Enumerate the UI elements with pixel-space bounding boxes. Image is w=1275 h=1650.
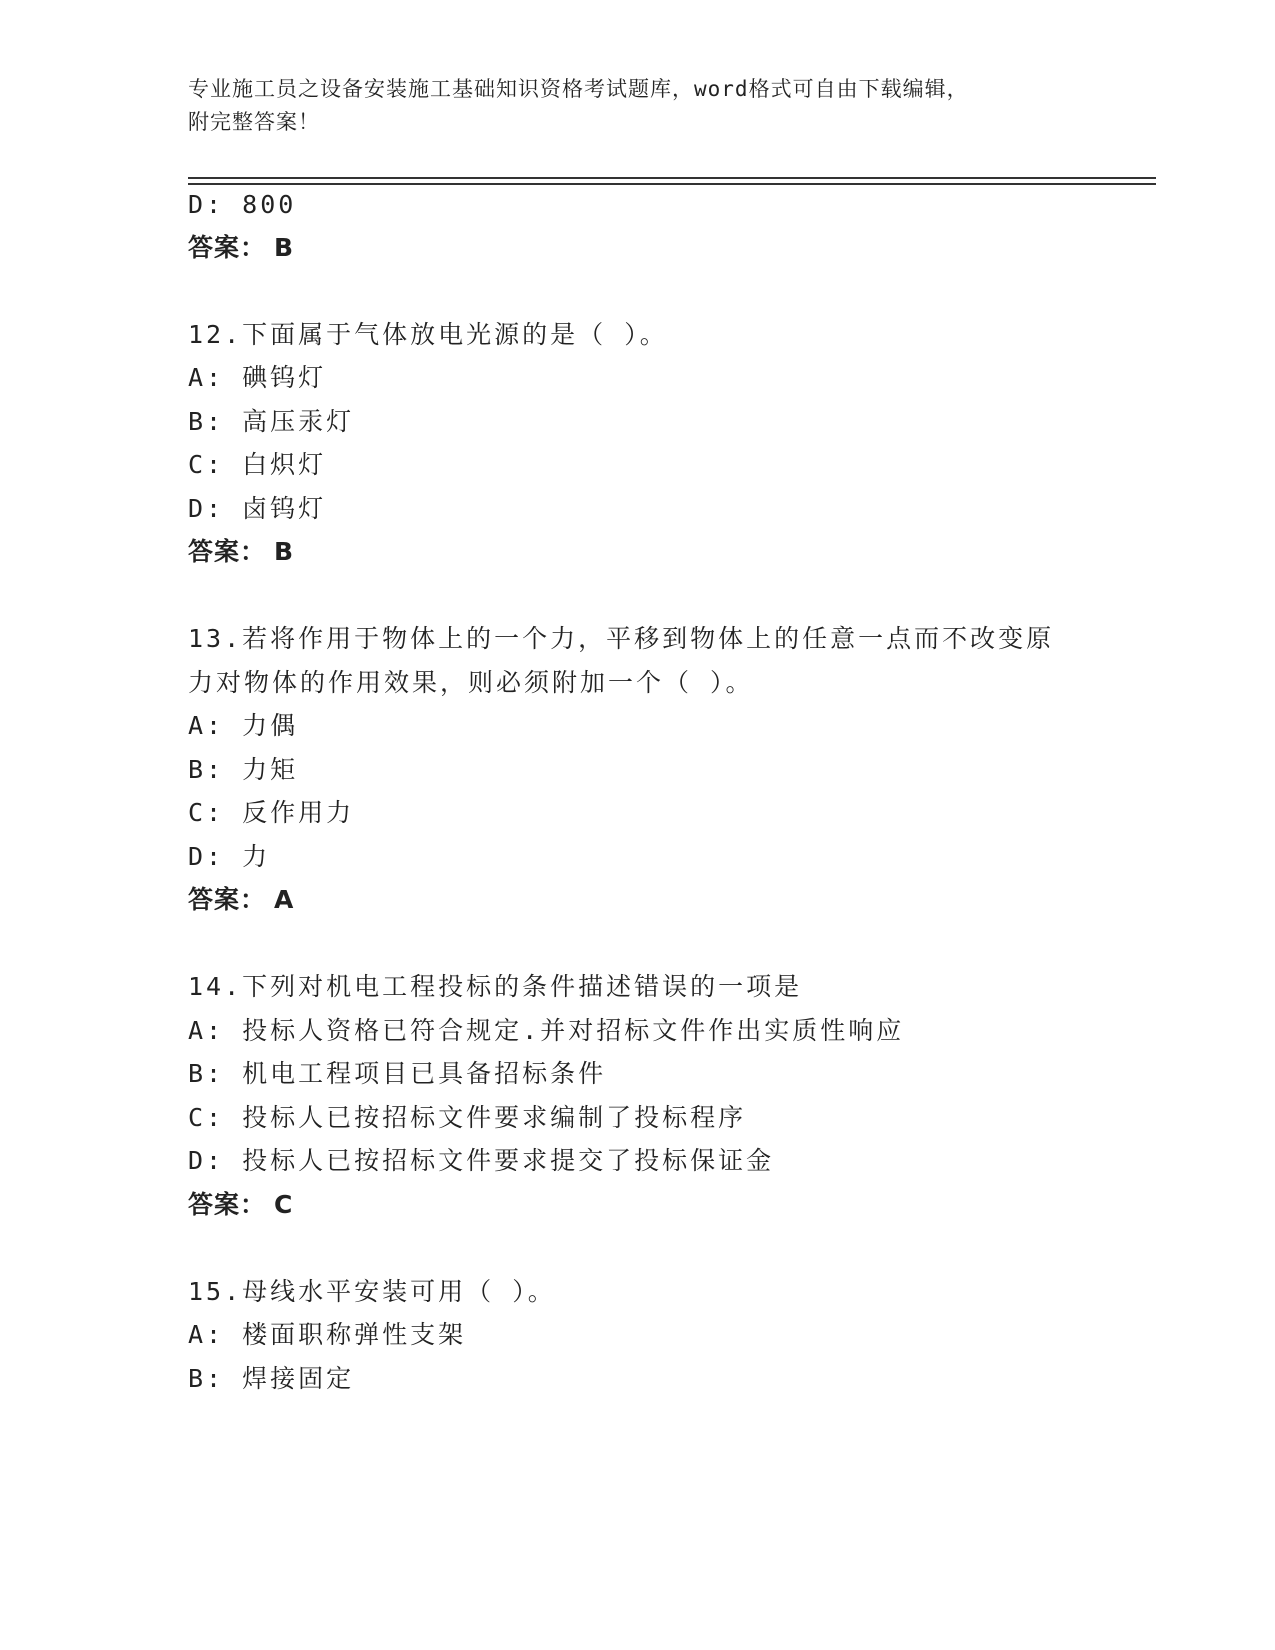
option-d: D: 卤钨灯 [188,494,327,523]
answer-line [188,231,294,265]
answer-line [188,1188,293,1222]
option-c: C: 投标人已按招标文件要求编制了投标程序 [188,1103,747,1132]
answer-label: 答案： [188,885,267,914]
option-b: B: 焊接固定 [188,1364,355,1393]
answer-value: B [274,537,295,566]
answer-value: B [274,233,295,262]
option-a: A: 投标人资格已符合规定.并对招标文件作出实质性响应 [188,1016,905,1045]
answer-value: C [274,1190,294,1219]
option-c: C: 反作用力 [188,798,355,827]
answer-line [188,883,294,917]
option-a: A: 碘钨灯 [188,363,327,392]
option-a: A: 力偶 [188,711,299,740]
header-divider-top [188,177,1156,179]
option-b: B: 机电工程项目已具备招标条件 [188,1059,607,1088]
answer-label: 答案： [188,537,267,566]
answer-label: 答案： [188,233,267,262]
header-line-2: 附完整答案！ [188,110,320,134]
option-c: C: 白炽灯 [188,450,327,479]
option-b: B: 力矩 [188,755,299,784]
question-stem: 15.母线水平安装可用（ ）。 [188,1277,556,1306]
answer-value: A [274,885,295,914]
option-d: D: 800 [188,190,297,219]
question-stem-continued: 力对物体的作用效果，则必须附加一个（ ）。 [188,668,754,697]
answer-line [188,535,294,569]
option-b: B: 高压汞灯 [188,407,355,436]
header-line-1: 专业施工员之设备安装施工基础知识资格考试题库，word格式可自由下载编辑， [188,77,969,101]
question-stem: 14.下列对机电工程投标的条件描述错误的一项是 [188,972,803,1001]
document-header [188,73,1088,139]
option-d: D: 力 [188,842,271,871]
header-divider-bottom [188,183,1156,185]
question-stem: 13.若将作用于物体上的一个力，平移到物体上的任意一点而不改变原 [188,624,1055,653]
answer-label: 答案： [188,1190,267,1219]
option-a: A: 楼面职称弹性支架 [188,1320,467,1349]
question-stem: 12.下面属于气体放电光源的是（ ）。 [188,320,668,349]
option-d: D: 投标人已按招标文件要求提交了投标保证金 [188,1146,775,1175]
